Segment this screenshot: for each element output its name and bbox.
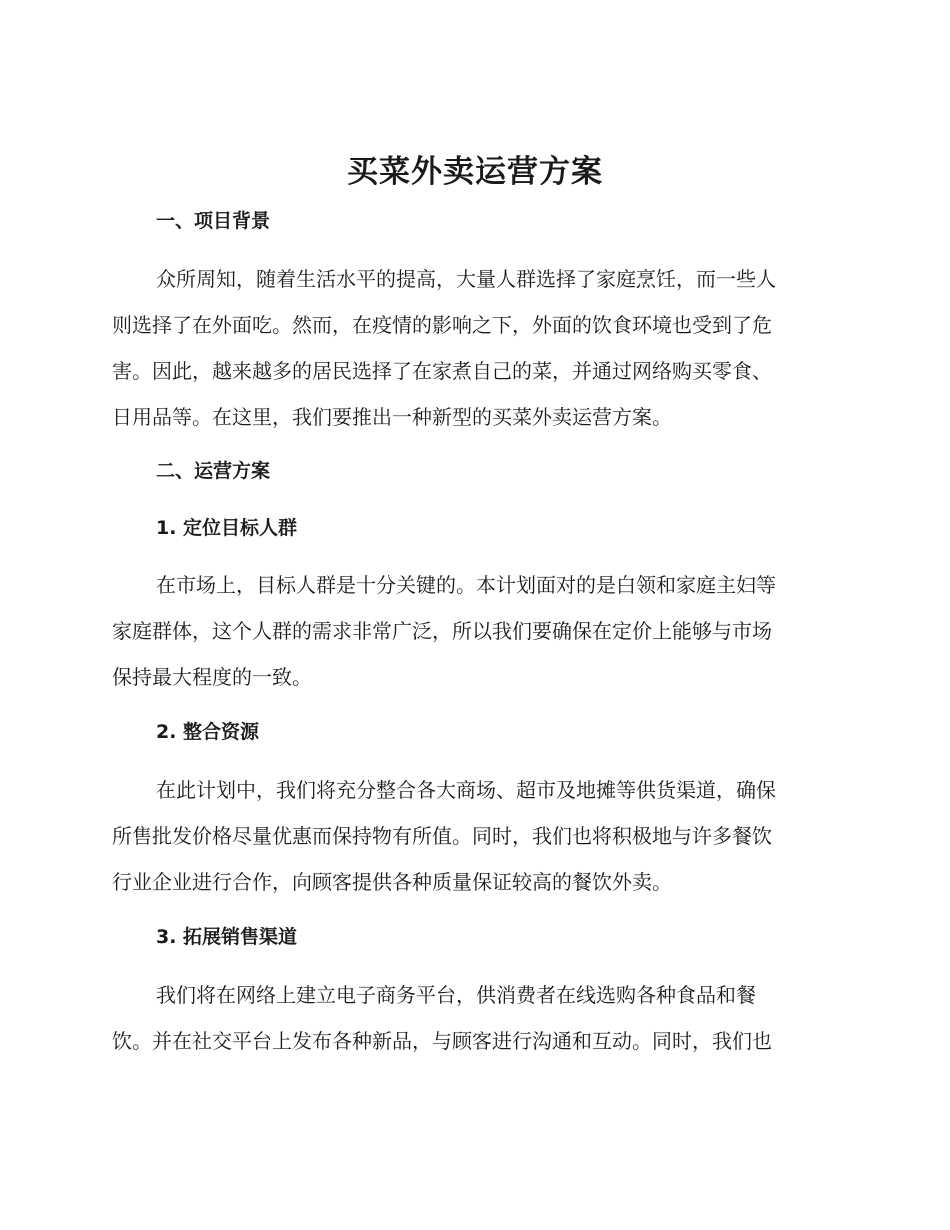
paragraph-line: 饮。并在社交平台上发布各种新品，与顾客进行沟通和互动。同时，我们也 [112, 1029, 772, 1053]
paragraph-project-background [112, 256, 832, 440]
paragraph-line: 则选择了在外面吃。然而，在疫情的影响之下，外面的饮食环境也受到了危 [112, 313, 772, 337]
paragraph-line: 在此计划中，我们将充分整合各大商场、超市及地摊等供货渠道，确保 [156, 778, 776, 802]
paragraph-line: 行业企业进行合作，向顾客提供各种质量保证较高的餐饮外卖。 [112, 870, 672, 894]
section-heading-operation-plan: 二、运营方案 [156, 460, 271, 482]
paragraph-line: 我们将在网络上建立电子商务平台，供消费者在线选购各种食品和餐 [156, 983, 756, 1007]
document-title: 买菜外卖运营方案 [347, 154, 603, 190]
paragraph-line: 家庭群体，这个人群的需求非常广泛，所以我们要确保在定价上能够与市场 [112, 619, 772, 643]
paragraph-target-audience [112, 562, 832, 700]
paragraph-line: 害。因此，越来越多的居民选择了在家煮自己的菜，并通过网络购买零食、 [112, 359, 772, 383]
paragraph-line: 众所周知，随着生活水平的提高，大量人群选择了家庭烹饪，而一些人 [156, 267, 776, 291]
paragraph-line: 保持最大程度的一致。 [112, 665, 312, 689]
subsection-heading-integrate-resources: 2. 整合资源 [156, 721, 260, 743]
section-heading-project-background: 一、项目背景 [156, 210, 271, 232]
paragraph-line: 日用品等。在这里，我们要推出一种新型的买菜外卖运营方案。 [112, 405, 672, 429]
paragraph-sales-channels [112, 972, 832, 1064]
paragraph-integrate-resources [112, 767, 832, 905]
subsection-heading-sales-channels: 3. 拓展销售渠道 [156, 926, 298, 948]
paragraph-line: 所售批发价格尽量优惠而保持物有所值。同时，我们也将积极地与许多餐饮 [112, 824, 772, 848]
subsection-heading-target-audience: 1. 定位目标人群 [156, 517, 298, 539]
paragraph-line: 在市场上，目标人群是十分关键的。本计划面对的是白领和家庭主妇等 [156, 573, 776, 597]
